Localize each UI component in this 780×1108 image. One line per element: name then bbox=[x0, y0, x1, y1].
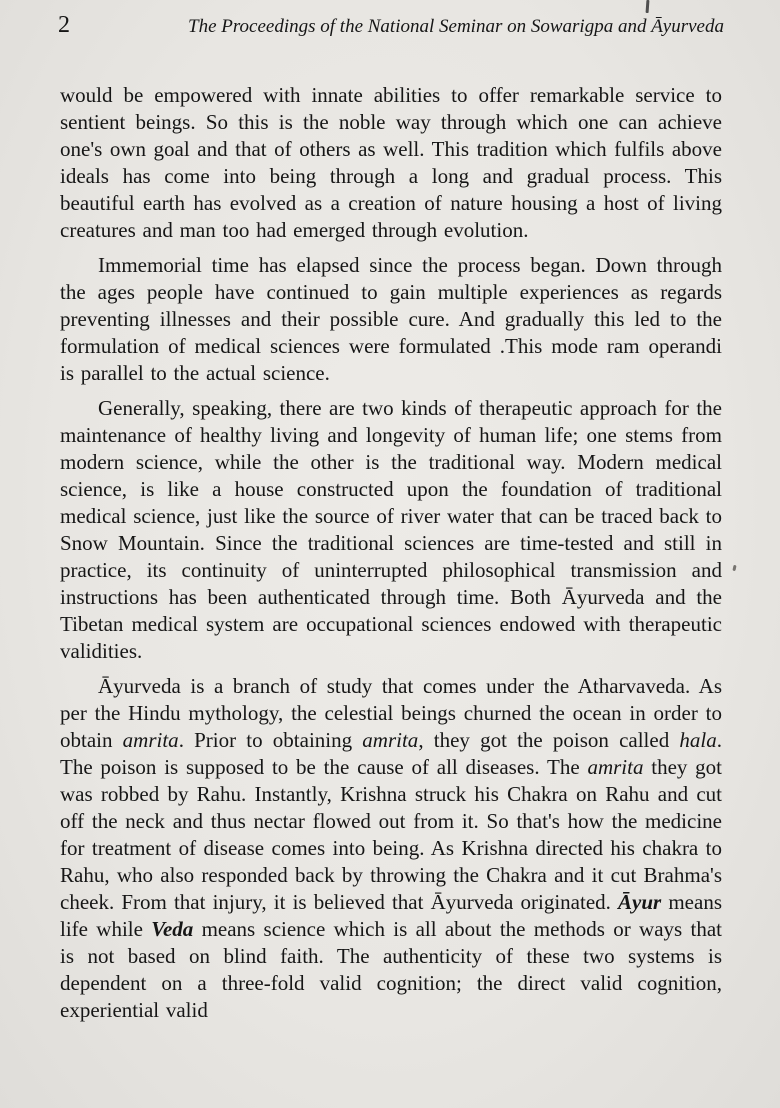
emphasized-term: amrita bbox=[362, 728, 419, 752]
text-run: Āyurveda is a branch of study that comes under the Atharvaveda. As per the Hindu mythology, the celestial beings churned the ocean in order to obtain bbox=[60, 674, 722, 752]
text-run: Immemorial time has elapsed since the process began. Down through the ages people have continued to gain multiple experiences as regards preventing illnesses and their possible cure. And gradually this led to the formulation of medical sciences were formulated .This mode ram operandi is parallel to the actual science. bbox=[60, 253, 722, 385]
text-run: , they got the poison called bbox=[418, 728, 680, 752]
emphasized-term: Veda bbox=[151, 917, 194, 941]
text-run: . Prior to obtaining bbox=[178, 728, 363, 752]
text-run: . The poison is supposed to be the cause of all diseases. The bbox=[60, 728, 722, 779]
text-run: would be empowered with innate abilities to offer remarkable service to sentient beings. So this is the noble way through which one can achieve one's own goal and that of others as well. This tradition which fulfils above ideals has come into being through a long and gradual process. This beautiful earth has evolved as a creation of nature housing a host of living creatures and man too had emerged through evolution. bbox=[60, 83, 722, 242]
text-run: Generally, speaking, there are two kinds of therapeutic approach for the maintenance of healthy living and longevity of human life; one stems from modern science, while the other is the traditional way. Modern medical science, is like a house constructed upon the foundation of traditional medical science, just like the source of river water that can be traced back to Snow Mountain. Since the traditional sciences are time-tested and still in practice, its continuity of uninterrupted philosophical transmission and instructions has been authenticated through time. Both Āyurveda and the Tibetan medical system are occupational sciences endowed with therapeutic validities. bbox=[60, 396, 722, 663]
paragraph bbox=[60, 395, 722, 665]
page-body bbox=[60, 82, 722, 1032]
running-header-title: The Proceedings of the National Seminar on Sowarigpa and Āyurveda bbox=[188, 16, 724, 37]
paragraph bbox=[60, 82, 722, 244]
emphasized-term: amrita bbox=[587, 755, 644, 779]
paragraph bbox=[60, 673, 722, 1024]
paragraphs-container bbox=[60, 82, 722, 1024]
text-run: means life while bbox=[60, 890, 722, 941]
text-run: they got was robbed by Rahu. Instantly, Krishna struck his Chakra on Rahu and cut off the neck and thus nectar flowed out from it. So that's how the medicine for treatment of disease comes into being. As Krishna directed his chakra to Rahu, who also responded back by throwing the Chakra and it cut Brahma's cheek. From that injury, it is believed that Āyurveda originated. bbox=[60, 755, 722, 914]
paragraph bbox=[60, 252, 722, 387]
emphasized-term: Āyur bbox=[618, 890, 662, 914]
running-header bbox=[58, 12, 724, 39]
emphasized-term: amrita bbox=[122, 728, 179, 752]
text-run: means science which is all about the methods or ways that is not based on blind faith. The authenticity of these two systems is dependent on a three-fold valid cognition; the direct valid cognition, experiential valid bbox=[60, 917, 723, 1022]
emphasized-term: hala bbox=[679, 728, 717, 752]
page-number: 2 bbox=[58, 12, 71, 38]
scan-artifact-speck bbox=[732, 565, 736, 571]
